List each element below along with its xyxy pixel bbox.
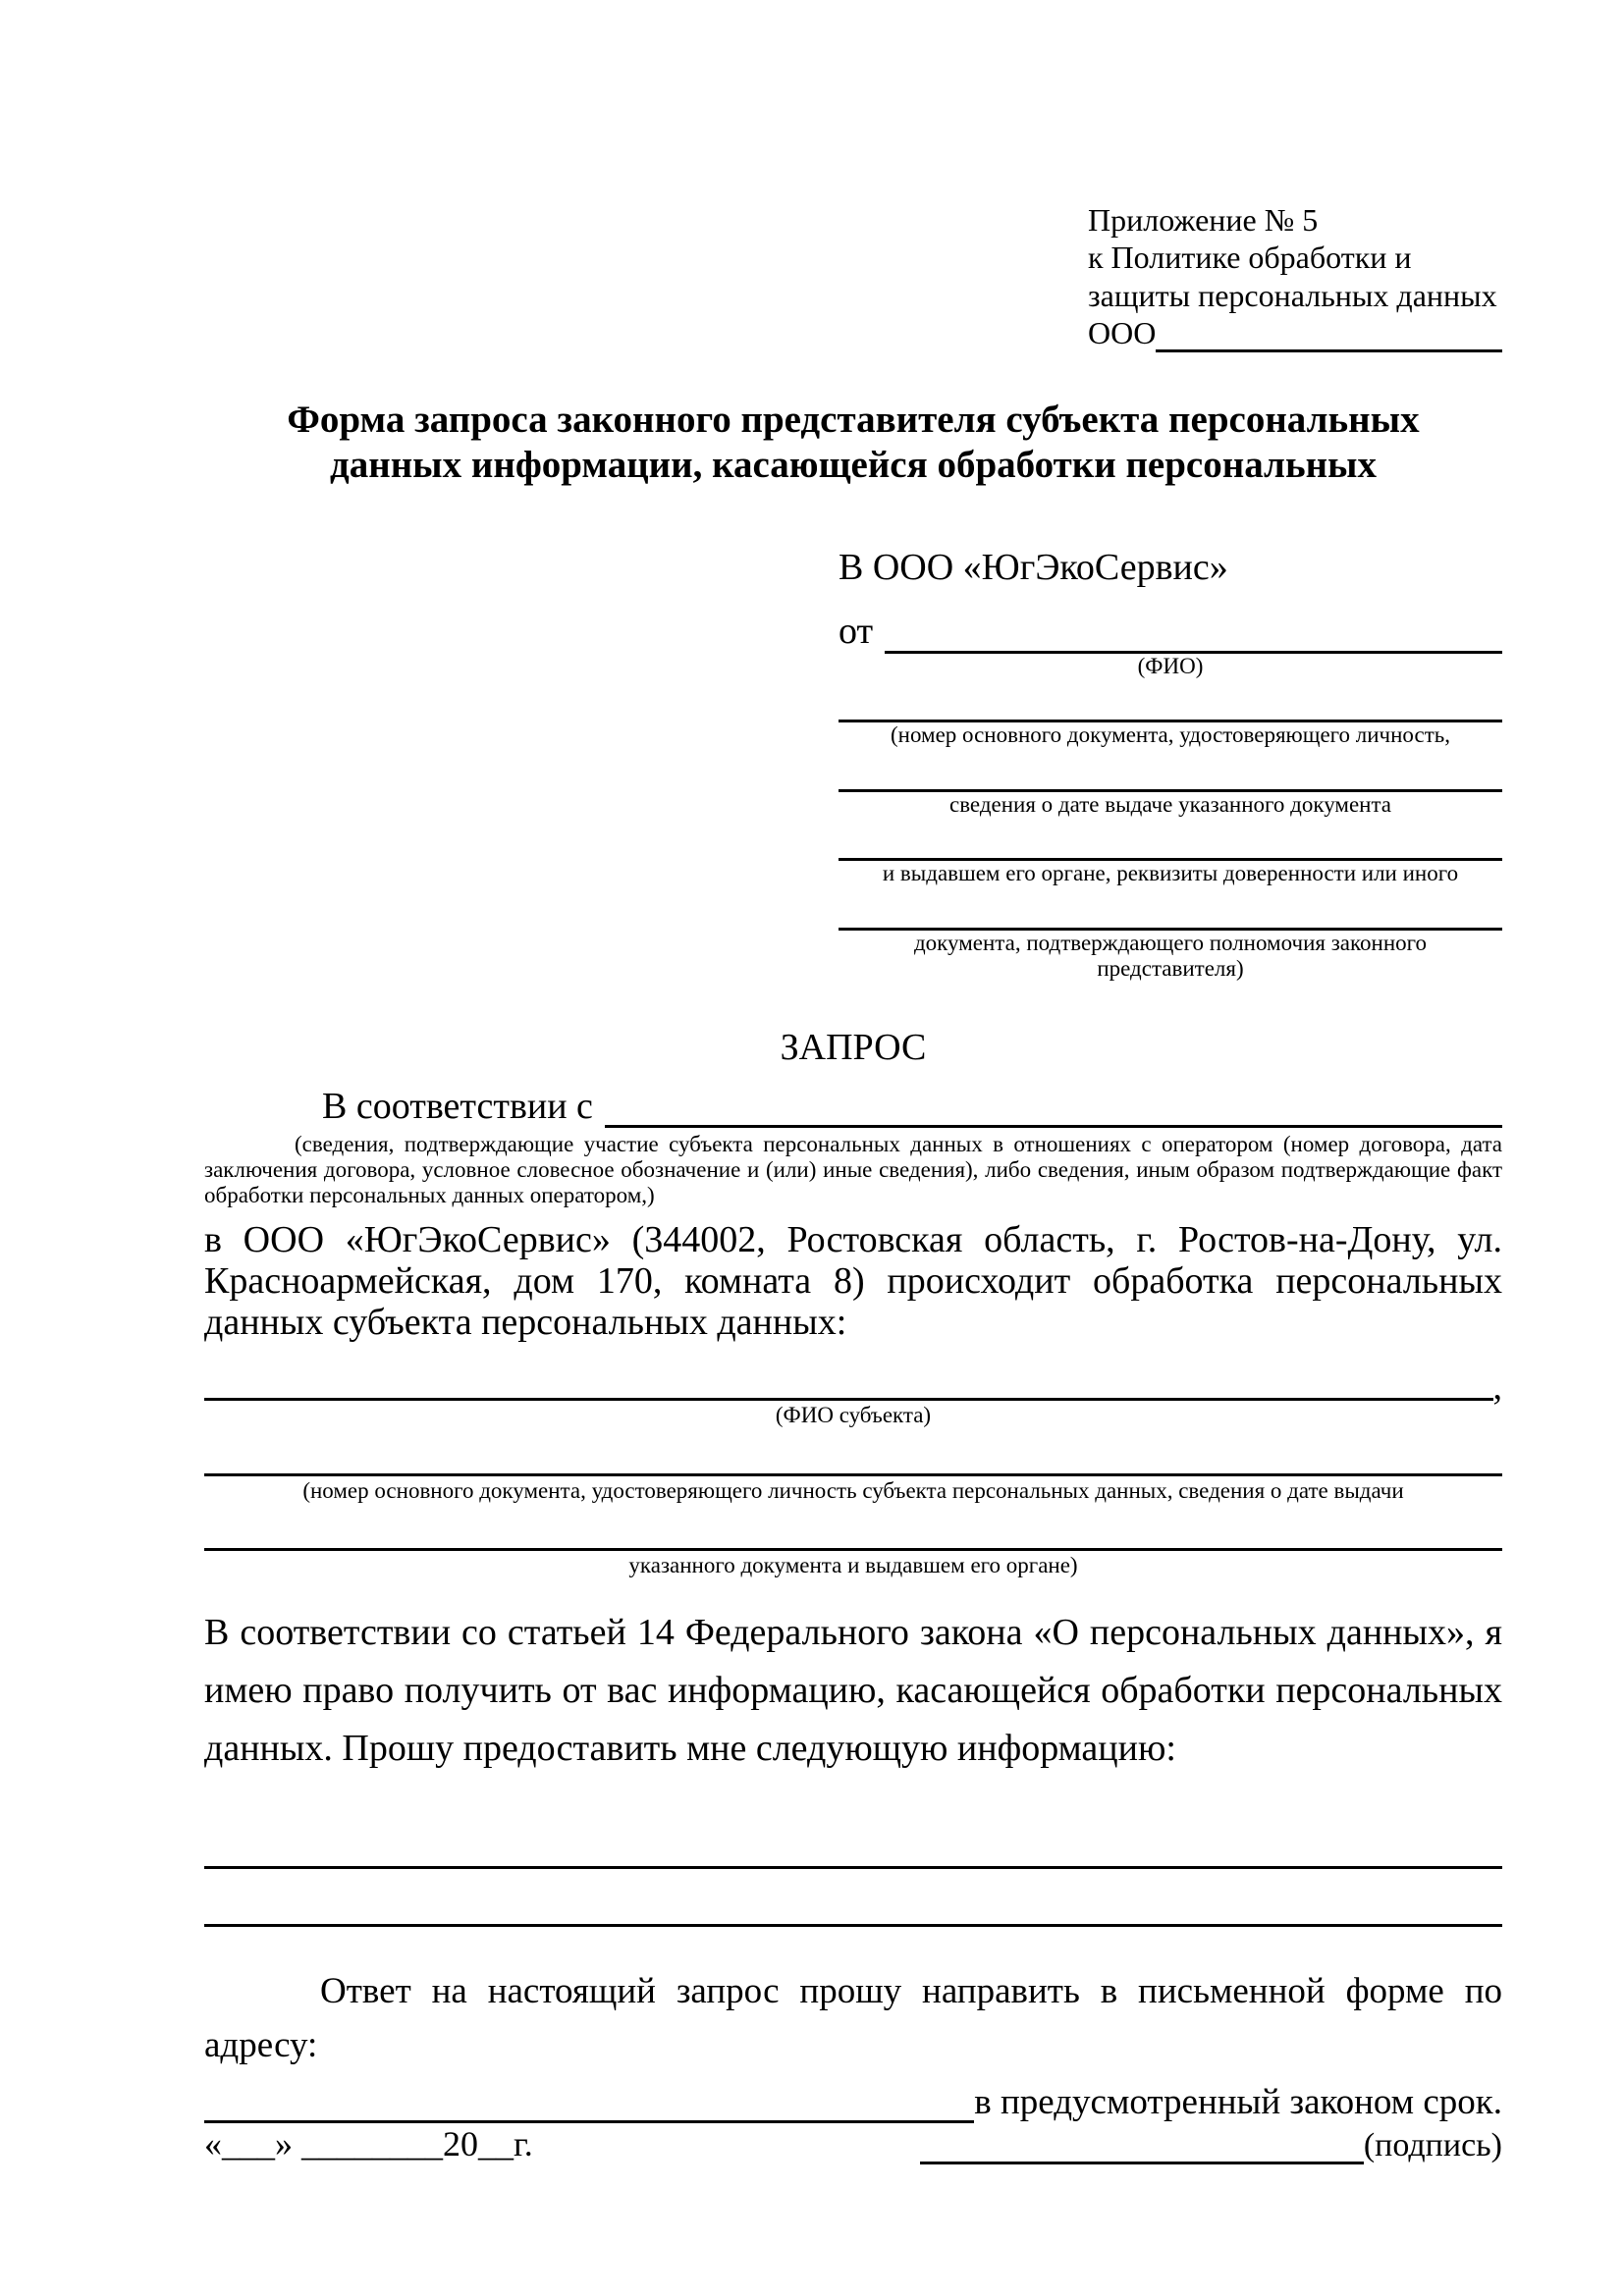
- operator-paragraph: в ООО «ЮгЭкоСервис» (344002, Ростовская область, г. Ростов-на-Дону, ул. Красноармейская, дом 170, комната 8) происходит обработка персональных данных субъекта персональных данных:: [204, 1219, 1502, 1343]
- info-blank-line-1[interactable]: [204, 1866, 1502, 1869]
- document-title-line-2: данных информации, касающейся обработки персональных: [330, 443, 1377, 486]
- accordance-blank-line[interactable]: [605, 1091, 1502, 1128]
- from-row: [839, 611, 1502, 654]
- appendix-line-3: защиты персональных данных: [1088, 277, 1497, 313]
- fio-caption: (ФИО): [1137, 653, 1204, 678]
- representative-doc-caption-1: (номер основного документа, удостоверяющего личность,: [890, 722, 1450, 748]
- subject-fio-row: [204, 1366, 1502, 1409]
- law-paragraph: В соответствии со статьей 14 Федерального закона «О персональных данных», я имею право получить от вас информацию, касающейся обработки персональных данных. Прошу предоставить мне следующую информацию:: [204, 1611, 1502, 1769]
- appendix-line-1: Приложение № 5: [1088, 202, 1319, 238]
- date-field[interactable]: «___» ________20__г.: [204, 2123, 533, 2163]
- appendix-line-2: к Политике обработки и: [1088, 240, 1412, 276]
- representative-doc-caption-4: документа, подтверждающего полномочия законного представителя): [913, 930, 1427, 982]
- request-heading: ЗАПРОС: [780, 1026, 927, 1068]
- appendix-ooo-blank-line[interactable]: [1156, 317, 1502, 352]
- representative-doc-blank-line-2[interactable]: [839, 749, 1502, 792]
- subject-doc-blank-line-2[interactable]: [204, 1548, 1502, 1551]
- appendix-ooo-label: ООО: [1088, 315, 1157, 351]
- from-label: от: [839, 611, 874, 653]
- address-blank-line[interactable]: [204, 2094, 974, 2123]
- accordance-label: В соответствии с: [322, 1085, 593, 1127]
- appendix-block: [1088, 201, 1502, 352]
- document-title: [204, 398, 1502, 488]
- signature-caption: (подпись): [1363, 2126, 1502, 2163]
- accordance-caption: (сведения, подтверждающие участие субъекта персональных данных в отношениях с оператором (номер договора, дата заключения договора, условное словесное обозначение и (или) иные сведения), либо сведения, иным образом подтверждающие факт обработки персональных данных оператором,): [204, 1131, 1502, 1208]
- accordance-row: [204, 1085, 1502, 1128]
- representative-doc-blank-line-4[interactable]: [839, 887, 1502, 931]
- addressee-to: В ООО «ЮгЭкоСервис»: [839, 546, 1228, 588]
- address-row: [204, 2081, 1502, 2123]
- representative-doc-caption-2: сведения о дате выдаче указанного документа: [948, 791, 1392, 817]
- representative-doc-caption-3: и выдавшем его органе, реквизиты доверенности или иного: [882, 861, 1459, 886]
- info-blank-line-2[interactable]: [204, 1924, 1502, 1927]
- footer-row: [204, 2123, 1502, 2164]
- addressee-block: [839, 547, 1502, 983]
- subject-doc-caption-2: указанного документа и выдавшем его органе): [628, 1552, 1078, 1577]
- subject-fio-caption: (ФИО субъекта): [775, 1402, 932, 1427]
- answer-tail: в предусмотренный законом срок.: [974, 2081, 1502, 2122]
- subject-doc-blank-line-1[interactable]: [204, 1473, 1502, 1476]
- subject-doc-caption-1: (номер основного документа, удостоверяющего личность субъекта персональных данных, сведения о дате выдачи: [302, 1478, 1404, 1504]
- subject-fio-comma: ,: [1492, 1366, 1502, 1409]
- subject-fio-blank-line[interactable]: [204, 1371, 1493, 1401]
- appendix-ooo-row: [1088, 314, 1502, 351]
- answer-paragraph: Ответ на настоящий запрос прошу направить в письменной форме по адресу:: [204, 1970, 1502, 2066]
- representative-doc-blank-line-3[interactable]: [839, 818, 1502, 861]
- representative-doc-blank-line-1[interactable]: [839, 679, 1502, 722]
- signature-blank-line[interactable]: [920, 2155, 1364, 2164]
- from-fio-blank-line[interactable]: [885, 616, 1502, 654]
- document-title-line-1: Форма запроса законного представителя субъекта персональных: [287, 398, 1420, 441]
- signature-group: [920, 2127, 1502, 2164]
